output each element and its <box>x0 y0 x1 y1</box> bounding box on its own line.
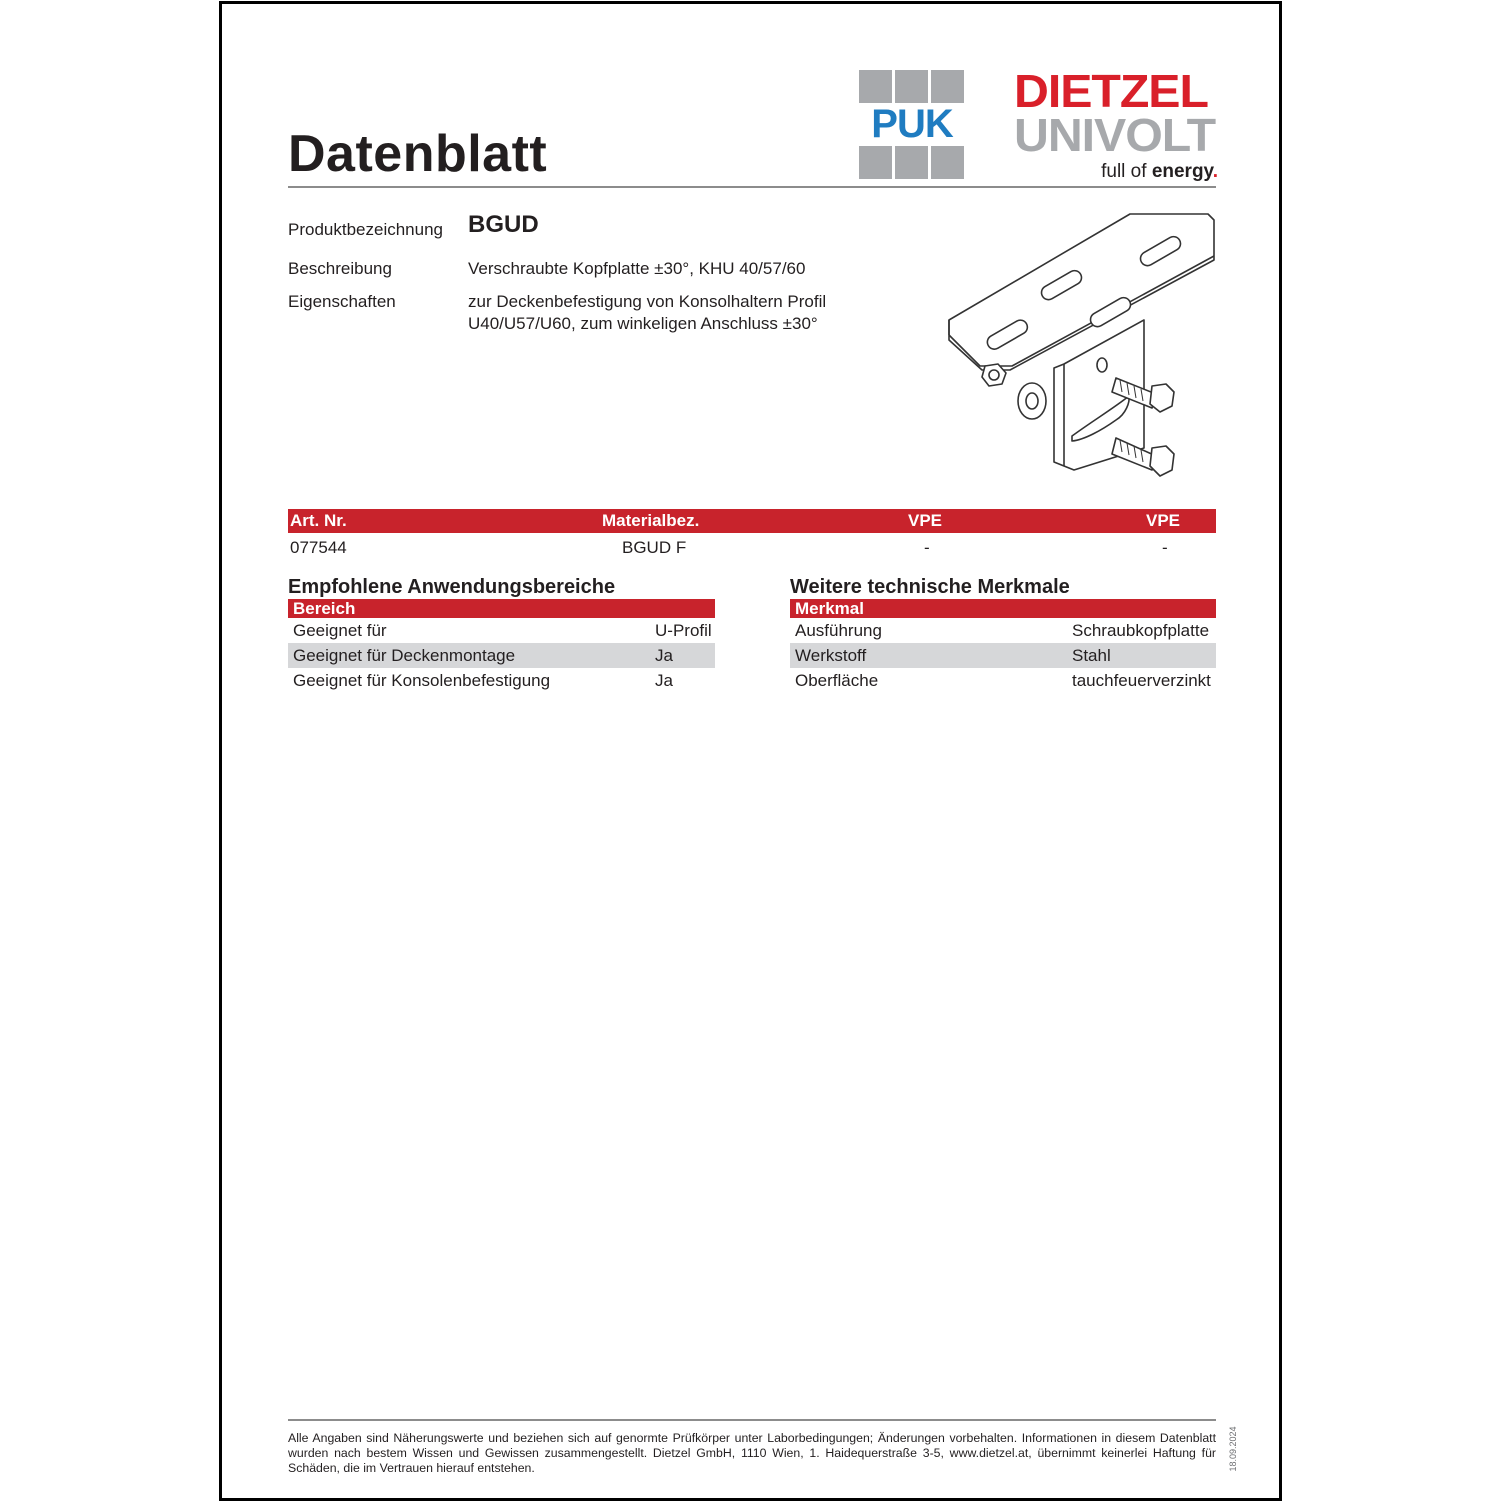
footer-date <box>1226 1428 1240 1470</box>
features-section <box>790 575 1216 693</box>
row-value: tauchfeuerverzinkt <box>1072 671 1211 690</box>
row-key: Geeignet für Deckenmontage <box>293 646 516 665</box>
row-key: Ausführung <box>795 621 882 640</box>
table-row <box>288 643 715 668</box>
col-vpe-2: VPE <box>1146 511 1181 530</box>
cell-vpe-1: - <box>924 538 930 557</box>
puk-logo-text: PUK <box>871 102 953 146</box>
footer-divider <box>288 1419 1216 1421</box>
dietzel-logo-text: DIETZEL <box>1014 65 1208 117</box>
features-title: Weitere technische Merkmale <box>790 576 1070 598</box>
label-produktbezeichnung: Produktbezeichnung <box>288 220 444 239</box>
features-header: Merkmal <box>790 599 1216 618</box>
label-beschreibung: Beschreibung <box>288 259 392 278</box>
row-key: Oberfläche <box>795 671 879 690</box>
col-materialbez: Materialbez. <box>602 511 700 530</box>
col-art-nr: Art. Nr. <box>290 511 347 530</box>
univolt-logo-text: UNIVOLT <box>1014 109 1216 161</box>
row-value: Schraubkopfplatte <box>1072 621 1210 640</box>
row-value: U-Profil <box>655 621 712 640</box>
table-row <box>790 643 1216 668</box>
footer-disclaimer: Alle Angaben sind Näherungswerte und beziehen sich auf genormte Prüfkörper unter Laborbedingungen; Änderungen vorbehalten. Informationen in diesem Datenblatt wurden nach bestem Wissen und Gewissen zusammengestellt. Dietzel GmbH, 1110 Wien, 1. Haidequerstraße 3-5, www.dietzel.at, übernimmt keinerlei Haftung für Schäden, die im Vertrauen hierauf entstehen. <box>288 1431 1216 1475</box>
label-eigenschaften: Eigenschaften <box>288 292 396 311</box>
applications-title: Empfohlene Anwendungsbereiche <box>288 576 616 598</box>
applications-header: Bereich <box>288 599 715 618</box>
row-key: Geeignet für Konsolenbefestigung <box>293 671 551 690</box>
table-row <box>288 668 715 693</box>
puk-logo <box>859 70 965 180</box>
date-text: 18.09.2024 <box>1228 1426 1238 1472</box>
row-key: Werkstoff <box>795 646 867 665</box>
table-row <box>288 618 715 643</box>
cell-vpe-2: - <box>1162 538 1168 557</box>
table-row <box>790 668 1216 693</box>
product-name: BGUD <box>468 211 539 238</box>
product-properties-line2: U40/U57/U60, zum winkeligen Anschluss ±30° <box>468 314 818 333</box>
page-title: Datenblatt <box>288 125 548 183</box>
table-row <box>790 618 1216 643</box>
logo-tagline: full of energy. <box>1101 161 1218 182</box>
col-vpe-1: VPE <box>908 511 943 530</box>
bracket-drawing-icon <box>944 208 1220 488</box>
datasheet-page <box>219 1 1282 1501</box>
cell-art-nr: 077544 <box>290 538 347 557</box>
product-properties-line1: zur Deckenbefestigung von Konsolhaltern Profil <box>468 292 827 311</box>
row-key: Geeignet für <box>293 621 387 640</box>
dietzel-univolt-logo <box>1014 65 1220 188</box>
cell-materialbez: BGUD F <box>622 538 687 557</box>
table-row <box>288 536 1216 560</box>
row-value: Ja <box>655 671 673 690</box>
article-table-header <box>288 509 1216 533</box>
row-value: Ja <box>655 646 673 665</box>
row-value: Stahl <box>1072 646 1111 665</box>
product-description: Verschraubte Kopfplatte ±30°, KHU 40/57/60 <box>468 259 806 278</box>
applications-section <box>288 575 715 693</box>
